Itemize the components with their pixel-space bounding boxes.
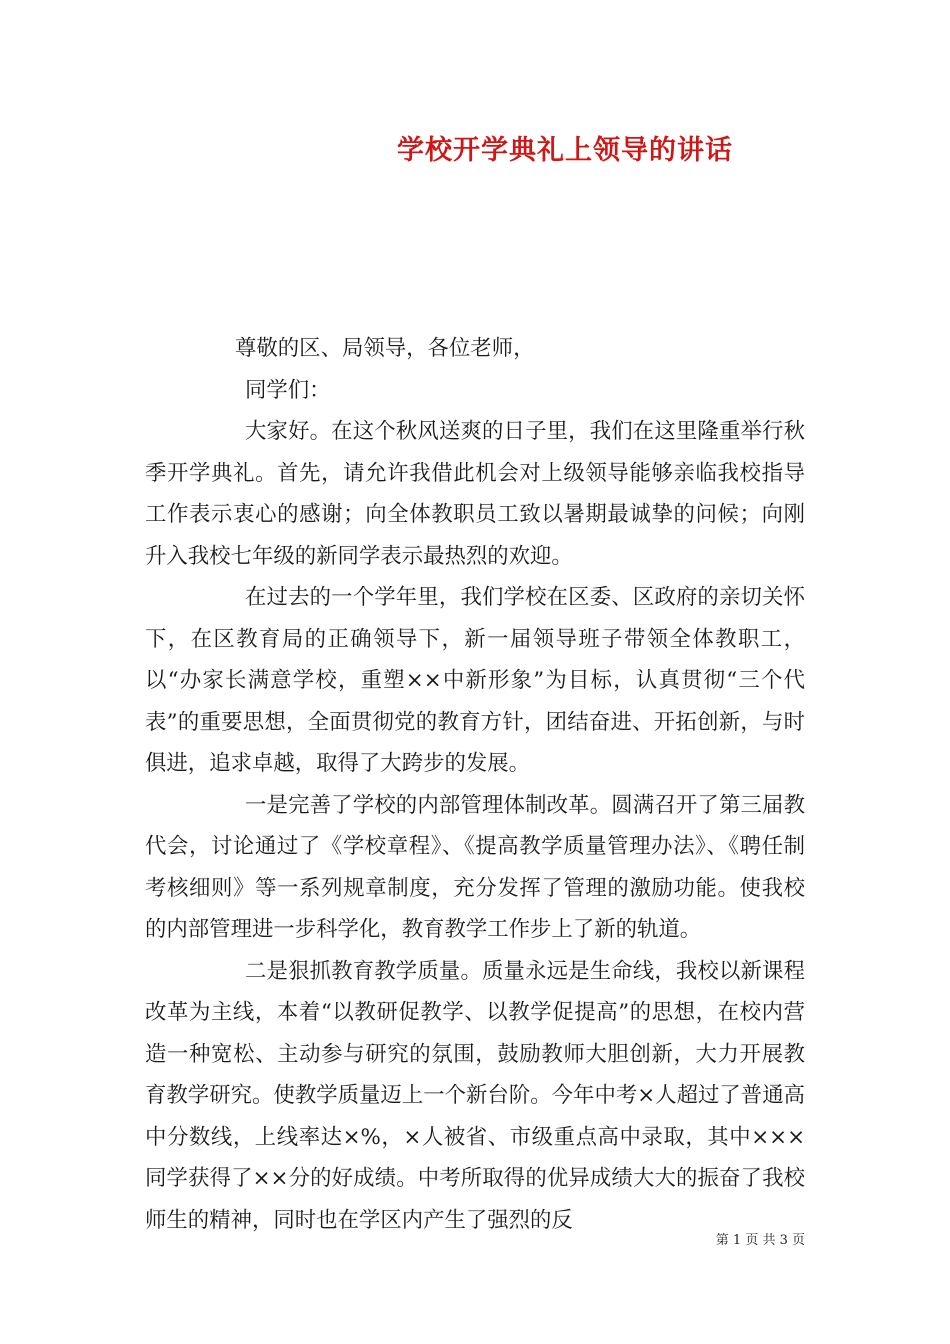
paragraph: 在过去的一个学年里，我们学校在区委、区政府的亲切关怀下，在区教育局的正确领导下，新一届领导班子带领全体教职工，以“办家长满意学校，重塑××中新形象”为目标，认真贯彻“三个代表”的重要思想，全面贯彻党的教育方针，团结奋进、开拓创新，与时俱进，追求卓越，取得了大跨步的发展。 xyxy=(145,585,805,776)
paragraph: 二是狠抓教育教学质量。质量永远是生命线，我校以新课程改革为主线，本着“以教研促教学、以教学促提高”的思想，在校内营造一种宽松、主动参与研究的氛围，鼓励教师大胆创新，大力开展教育教学研究。使教学质量迈上一个新台阶。今年中考×人超过了普通高中分数线，上线率达×%，×人被省、市级重点高中录取，其中×××同学获得了××分的好成绩。中考所取得的优异成绩大大的振奋了我校师生的精神，同时也在学区内产生了强烈的反 xyxy=(145,958,805,1233)
salutation-line-1: 尊敬的区、局领导，各位老师， xyxy=(235,336,535,361)
page-number: 第 1 页 共 3 页 xyxy=(715,1233,805,1248)
paragraph: 一是完善了学校的内部管理体制改革。圆满召开了第三届教代会，讨论通过了《学校章程》、《提高教学质量管理办法》、《聘任制考核细则》等一系列规章制度，充分发挥了管理的激励功能。使我校的内部管理进一步科学化，教育教学工作步上了新的轨道。 xyxy=(145,792,805,942)
document-title: 学校开学典礼上领导的讲话 xyxy=(397,135,733,166)
salutation-line-2: 同学们： xyxy=(245,377,331,403)
paragraph: 大家好。在这个秋风送爽的日子里，我们在这里隆重举行秋季开学典礼。首先，请允许我借此机会对上级领导能够亲临我校指导工作表示衷心的感谢；向全体教职员工致以暑期最诚挚的问候；向刚升入我校七年级的新同学表示最热烈的欢迎。 xyxy=(145,419,805,569)
document-body xyxy=(145,328,805,1241)
